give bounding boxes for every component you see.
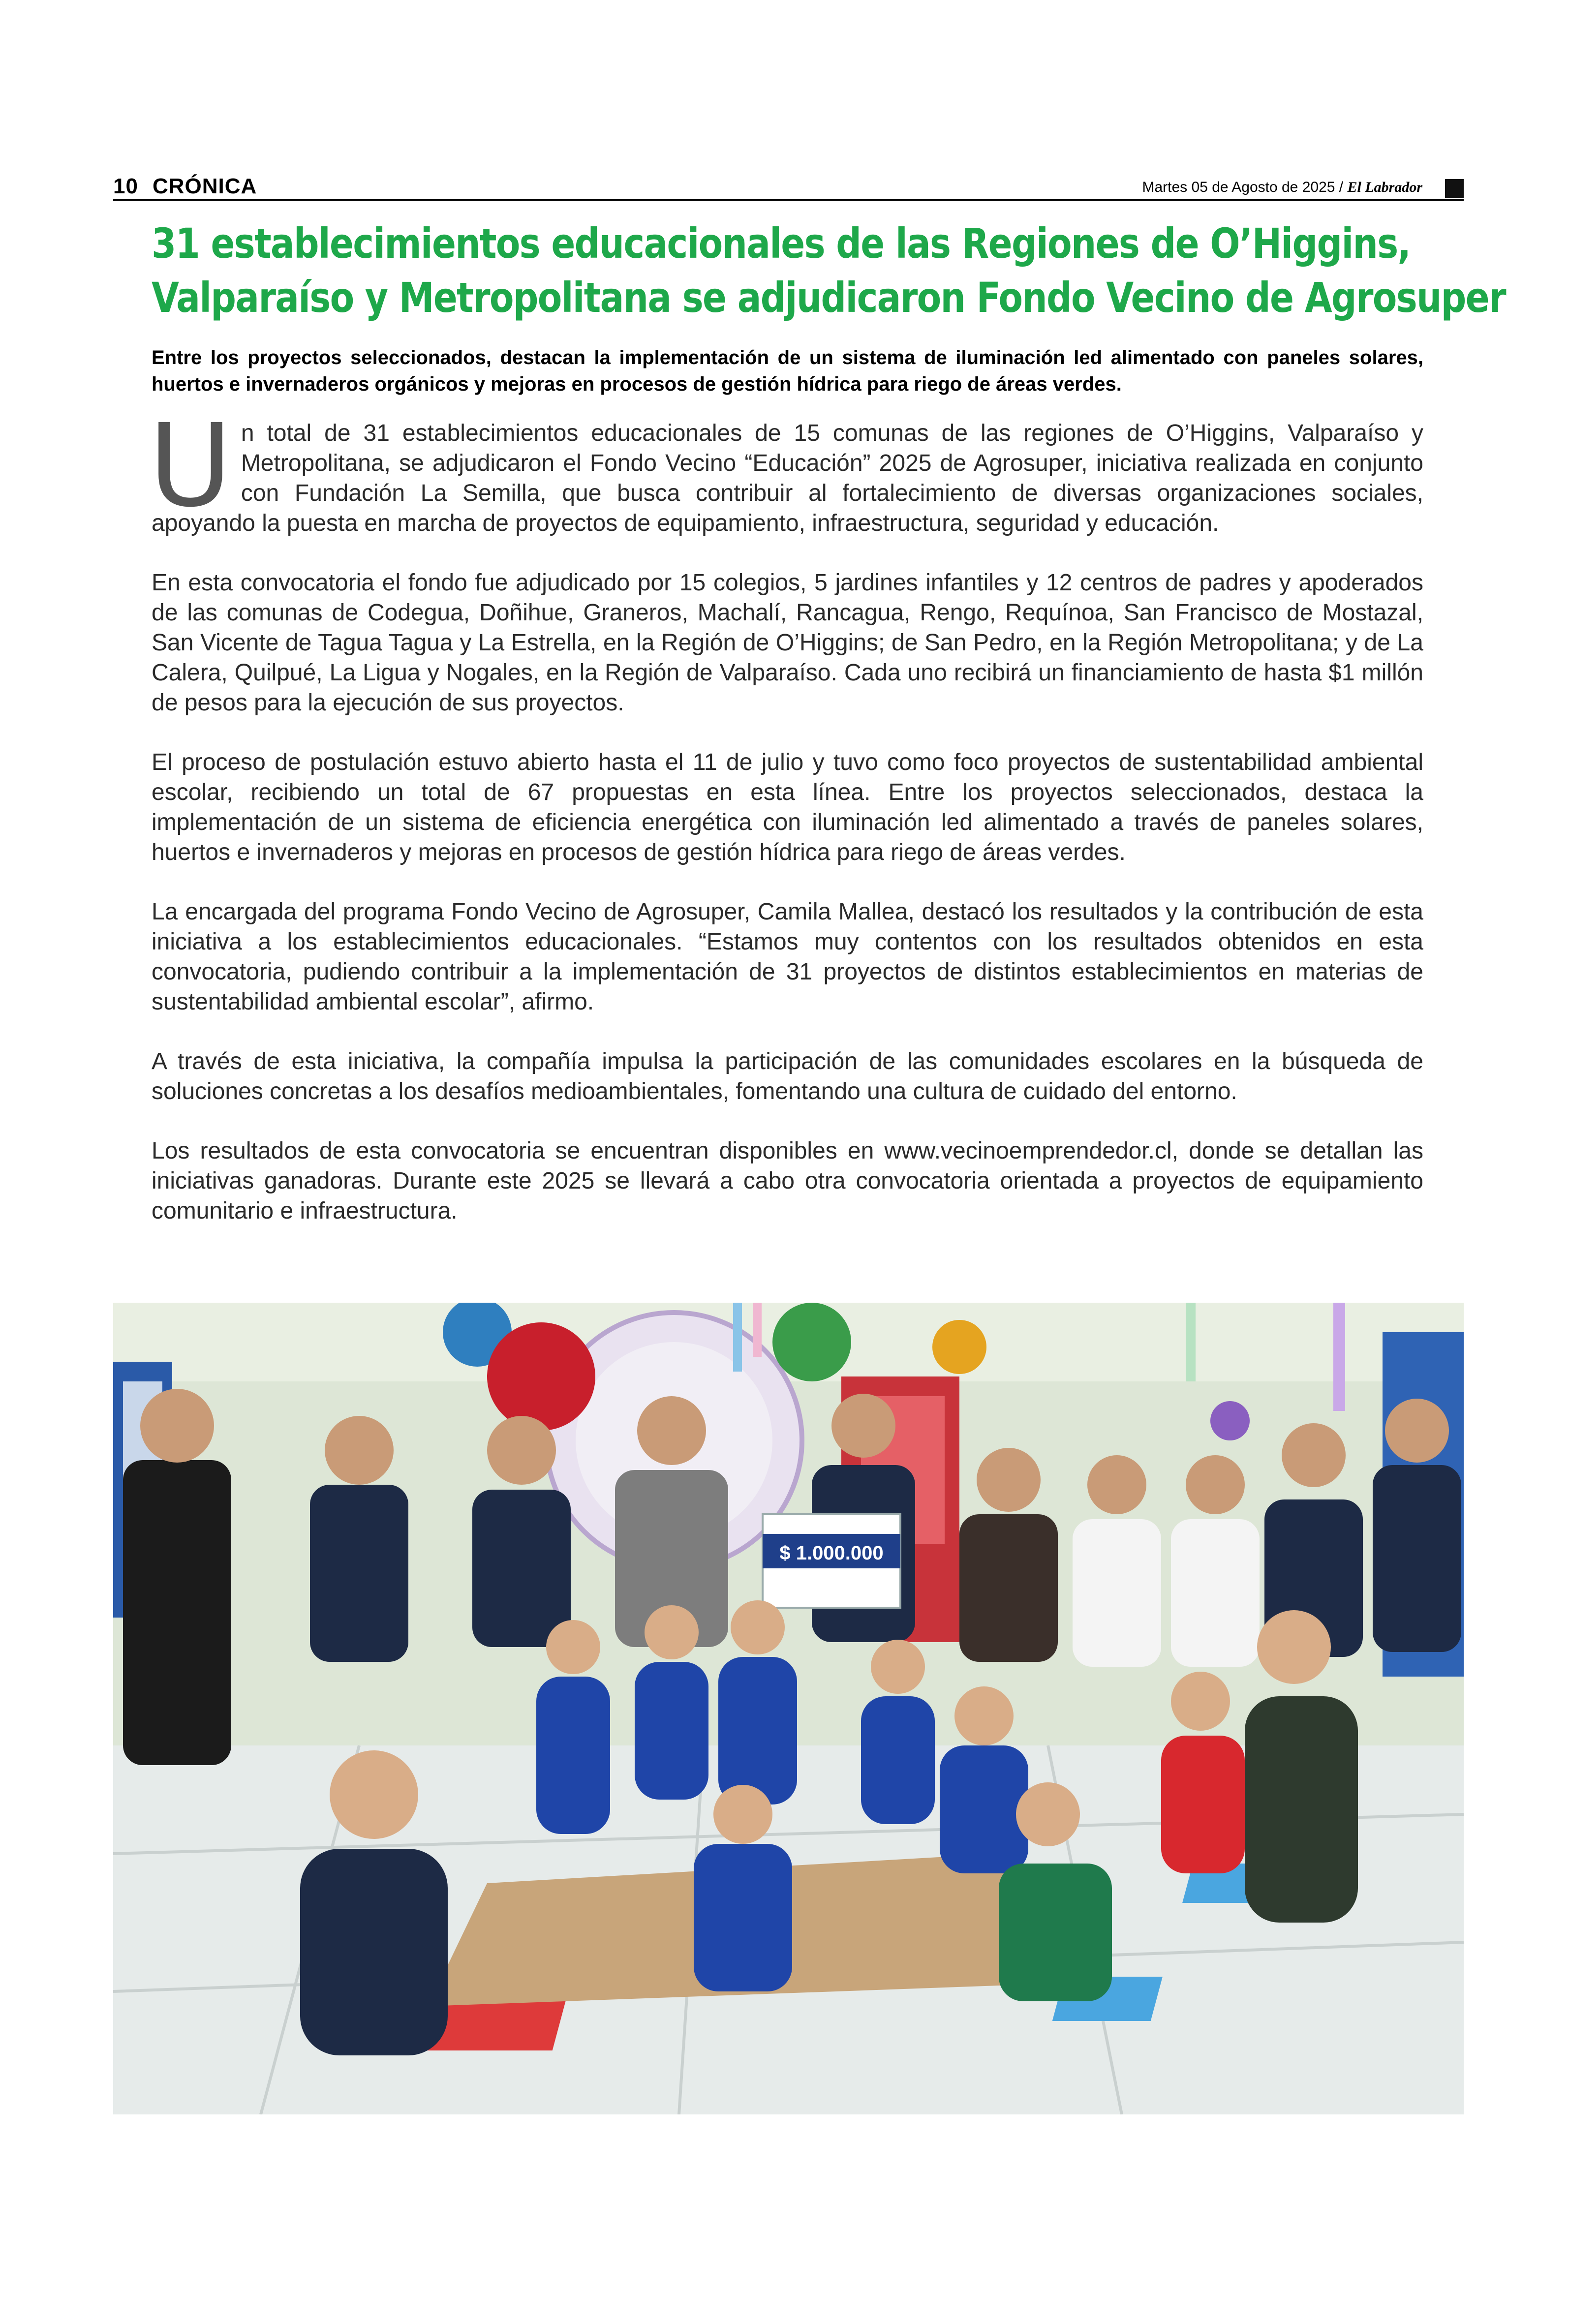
dropcap: U — [149, 399, 232, 532]
paragraph-6: Los resultados de esta convocatoria se encuentran disponibles en www.vecinoemprendedor.cl, donde se detallan las iniciativas ganadoras. Durante este 2025 se llevará a cabo otra convocatoria orientada a proyectos de equipamiento comunitario e infraestructura. — [152, 1138, 1423, 1224]
page-number: 10 — [113, 174, 138, 198]
header-block-marker — [1445, 179, 1464, 198]
page-header — [113, 172, 1464, 201]
paragraph-3: El proceso de postulación estuvo abierto hasta el 11 de julio y tuvo como foco proyectos de sustentabilidad ambiental escolar, recibiendo un total de 67 propuestas en esta línea. Entre los proyectos seleccionados, destaca la implementación de un sistema de eficiencia energética con iluminación led alimentado a través de paneles solares, huertos e invernaderos y mejoras en procesos de gestión hídrica para riego de áreas verdes. — [152, 749, 1423, 865]
paragraph-1 — [149, 399, 1423, 538]
paragraph-2: En esta convocatoria el fondo fue adjudicado por 15 colegios, 5 jardines infantiles y 12 centros de padres y apoderados de las comunas de Codegua, Doñihue, Graneros, Machalí, Rancagua, Rengo, Requínoa, San Francisco de Mostazal, San Vicente de Tagua Tagua y La Estrella, en la Región de O’Higgins; de San Pedro, en la Región Metropolitana; y de La Calera, Quilpué, La Ligua y Nogales, en la Región de Valparaíso. Cada uno recibirá un financiamiento de hasta $1 millón de pesos para la ejecución de sus proyectos. — [152, 570, 1423, 716]
article-photo — [113, 1303, 1464, 2114]
headline-line-1: 31 establecimientos educacionales de las Regiones de O’Higgins, — [152, 219, 1411, 268]
paragraph-1-text: n total de 31 establecimientos educacionales de 15 comunas de las regiones de O’Higgins, Valparaíso y Metropolitana, se adjudicaron el Fondo Vecino “Educación” 2025 de Agrosuper, iniciativa realizada en conjunto con Fundación La Semilla, que busca contribuir al fortalecimiento de diversas organizaciones sociales, apoyando la puesta en marcha de proyectos de equipamiento, infraestructura, seguridad y educación. — [152, 420, 1423, 536]
article-lead: Entre los proyectos seleccionados, destacan la implementación de un sistema de iluminación led alimentado con paneles solares, huertos e invernaderos orgánicos y mejoras en procesos de gestión hídrica para riego de áreas verdes. — [152, 347, 1423, 395]
date-separator: / — [1339, 179, 1344, 195]
article-body — [149, 399, 1423, 1255]
section-name: CRÓNICA — [153, 174, 257, 198]
publication-name: El Labrador — [1347, 179, 1422, 195]
check-amount: $ 1.000.000 — [779, 1542, 884, 1564]
issue-date: Martes 05 de Agosto de 2025 — [1142, 179, 1335, 195]
paragraph-5: A través de esta iniciativa, la compañía impulsa la participación de las comunidades escolares en la búsqueda de soluciones concretas a los desafíos medioambientales, fomentando una cultura de cuidado del entorno. — [152, 1048, 1423, 1104]
group-photo-illustration — [113, 1303, 1464, 2114]
paragraph-4: La encargada del programa Fondo Vecino de Agrosuper, Camila Mallea, destacó los resultados y la contribución de esta iniciativa a los establecimientos educacionales. “Estamos muy contentos con los resultados obtenidos en esta convocatoria, pudiendo contribuir a la implementación de 31 proyectos de distintos establecimientos en materias de sustentabilidad ambiental escolar”, afirmo. — [152, 899, 1423, 1015]
issue-date-line — [1142, 179, 1422, 196]
article-headline — [152, 216, 1506, 325]
headline-line-2: Valparaíso y Metropolitana se adjudicaron Fondo Vecino de Agrosuper — [152, 274, 1506, 322]
